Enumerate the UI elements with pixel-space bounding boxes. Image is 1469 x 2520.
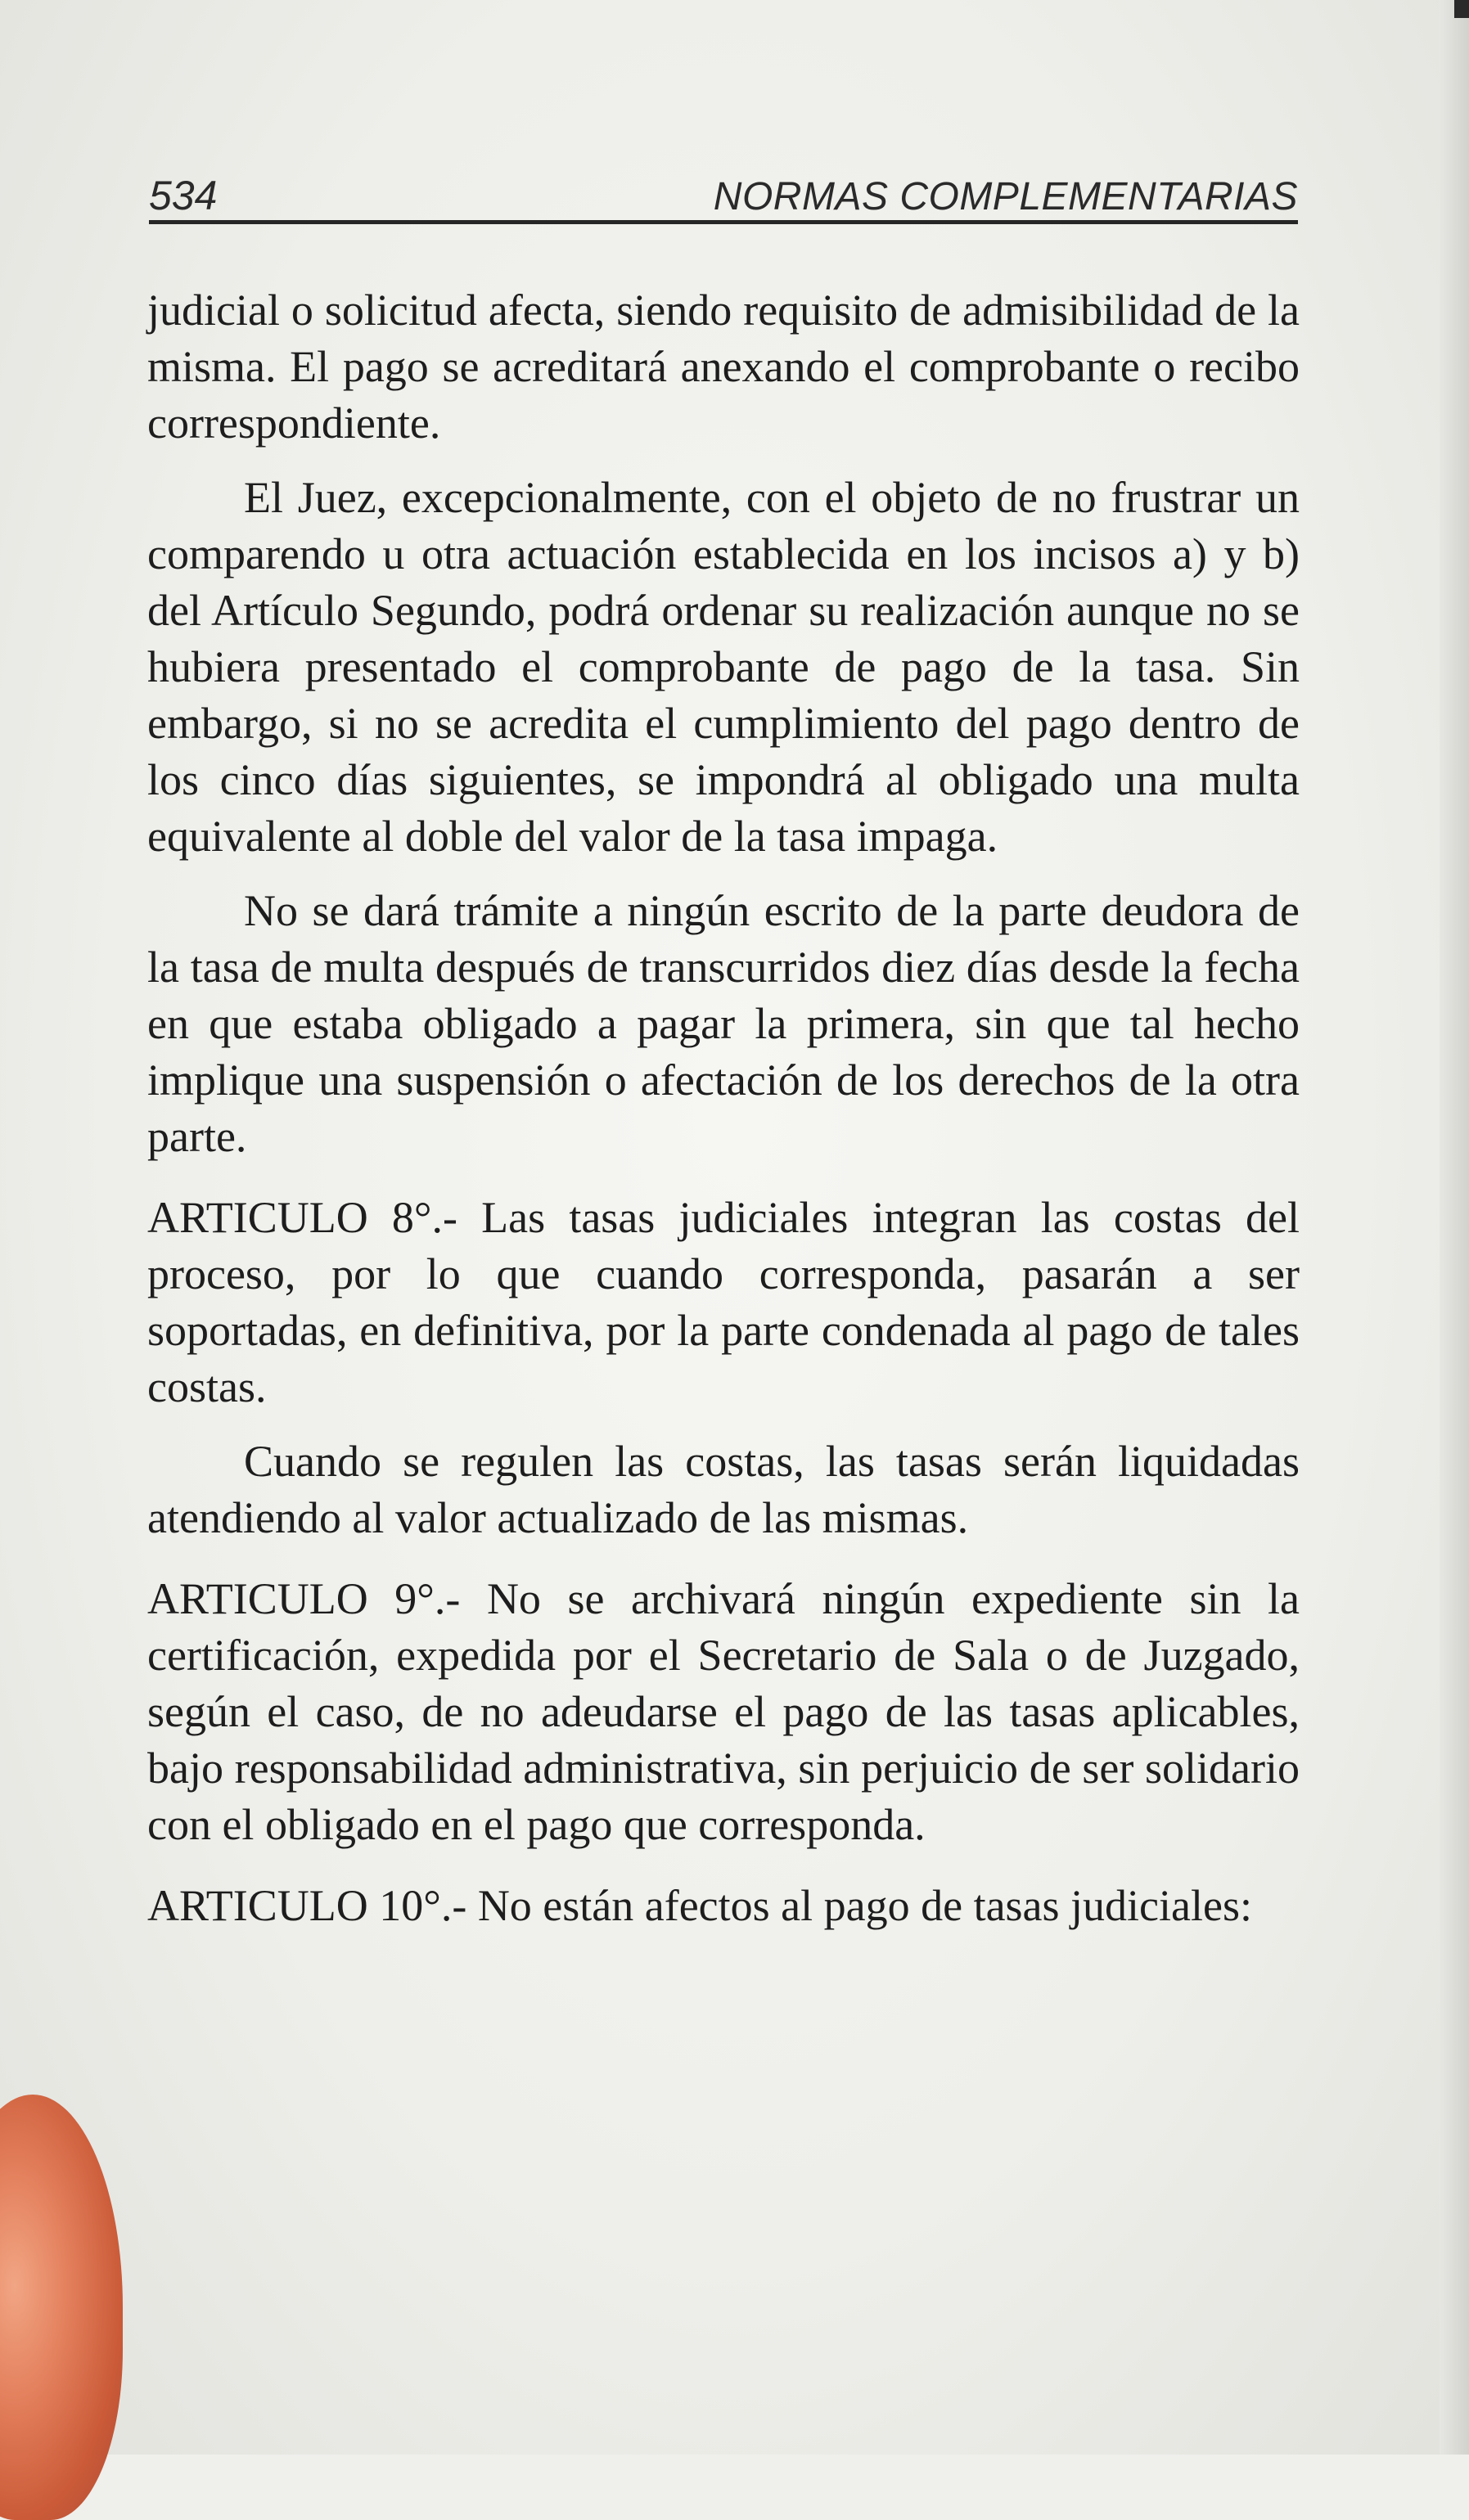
page-header: [149, 164, 1298, 224]
paragraph-continuation: judicial o solicitud afecta, siendo requisito de admisibilidad de la misma. El pago se acreditará anexando el comprobante o recibo correspondiente.: [147, 286, 1300, 448]
page-number: 534: [149, 173, 218, 218]
article-9: ARTICULO 9°.- No se archivará ningún expediente sin la certificación, expedida por el Secretario de Sala o de Juzgado, según el caso, de no adeudarse el pago de las tasas aplicables, bajo responsabilidad administrativa, sin perjuicio de ser solidario con el obligado en el pago que corresponda.: [147, 1574, 1300, 1849]
header-rule: [149, 220, 1298, 224]
paragraph-no-tramite: No se dará trámite a ningún escrito de la parte deudora de la tasa de multa después de transcurridos diez días desde la fecha en que estaba obligado a pagar la primera, sin que tal hecho implique una suspensión o afectación de los derechos de la otra parte.: [147, 886, 1300, 1161]
paragraph-costas: Cuando se regulen las costas, las tasas serán liquidadas atendiendo al valor actualizado de las mismas.: [147, 1437, 1300, 1542]
page-body: [147, 282, 1300, 1934]
paragraph-judge-exception: El Juez, excepcionalmente, con el objeto de no frustrar un comparendo u otra actuación establecida en los incisos a) y b) del Artículo Segundo, podrá ordenar su realización aunque no se hubiera presentado el comprobante de pago de la tasa. Sin embargo, si no se acredita el cumplimiento del pago dentro de los cinco días siguientes, se impondrá al obligado una multa equivalente al doble del valor de la tasa impaga.: [147, 473, 1300, 861]
running-title: NORMAS COMPLEMENTARIAS: [713, 175, 1298, 218]
page-edge: [1440, 0, 1469, 2455]
article-10: ARTICULO 10°.- No están afectos al pago de tasas judiciales:: [147, 1881, 1252, 1930]
corner-mark: [1454, 0, 1469, 18]
article-8: ARTICULO 8°.- Las tasas judiciales integran las costas del proceso, por lo que cuando corresponda, pasarán a ser soportadas, en definitiva, por la parte condenada al pago de tales costas.: [147, 1193, 1300, 1411]
